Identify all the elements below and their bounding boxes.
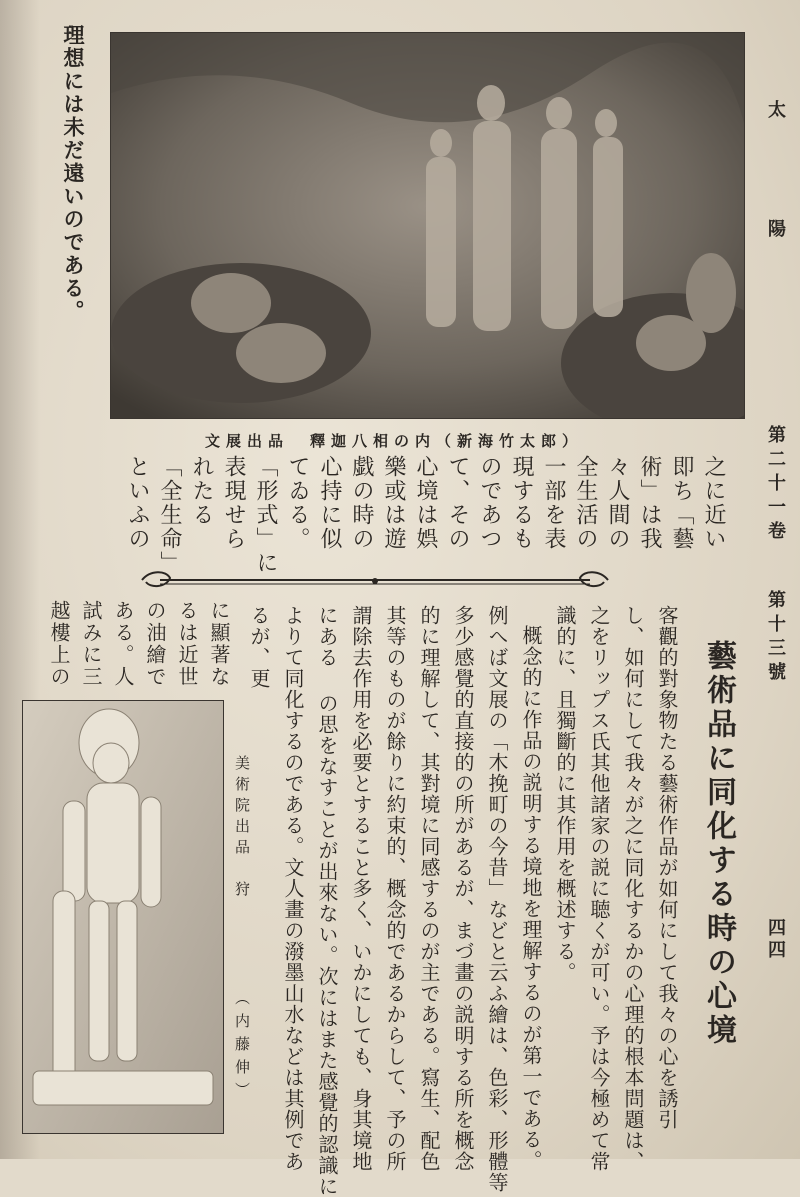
top-column: れたる [189, 455, 214, 527]
main-column: 多少感覺的直接的の所があるが、まづ畫の説明する所を概念 [451, 605, 475, 1172]
main-column: 謂除去作用を必要とすること多く、いかにしても、身其境地 [349, 605, 373, 1172]
top-column: 之に近い [701, 455, 726, 551]
statue-photo-caption-author: （内藤伸） [233, 990, 251, 1105]
relief-photo-caption: 文展出品 釋迦八相の内（新海竹太郎） [205, 432, 584, 450]
main-column: 識的に、且獨斷的に其作用を概述する。 [553, 605, 577, 983]
top-column: 現するも [509, 455, 534, 551]
section-title: 藝術品に同化する時の心境 [701, 640, 736, 1048]
bottom-column: 試みに三 [79, 600, 103, 688]
top-column: て、その [445, 455, 470, 551]
running-header-magazine: 太 陽 [765, 100, 786, 277]
top-column: 「形式」に [253, 455, 278, 575]
top-column: 全生活の [573, 455, 598, 551]
running-header-page-number: 四四 [765, 918, 786, 962]
top-column: 即ち「藝 [669, 455, 694, 551]
bottom-column: の油繪で [143, 600, 167, 688]
main-column: にある の思をなすことが出來ない。次にはまた感覺的認識に [315, 605, 339, 1197]
top-column: 樂或は遊 [381, 455, 406, 551]
top-column: 一部を表 [541, 455, 566, 551]
top-column: てゐる。 [285, 455, 310, 551]
bottom-column: ある。人 [111, 600, 135, 688]
top-column: 戯の時の [349, 455, 374, 551]
statue-photo [22, 700, 224, 1134]
main-column: 之をリップス氏其他諸家の説に聴くが可い。予は今極めて常 [587, 605, 611, 1172]
relief-sculpture-photo [110, 32, 745, 419]
main-column: 的に理解して、其對境に同感するのが主である。寫生、配色 [417, 605, 441, 1172]
top-column: 心境は娯 [413, 455, 438, 551]
main-column: 例へば文展の「木挽町の今昔」などと云ふ繪は、色彩、形體等 [485, 605, 509, 1193]
top-column: 術」は我 [637, 455, 662, 551]
ornamental-divider [140, 568, 610, 592]
main-column: し、如何にして我々が之に同化するかの心理的根本問題は、 [621, 605, 645, 1172]
main-column: よりて同化するのである。文人畫の潑墨山水などは其例であ [281, 605, 305, 1172]
top-column: 表現せら [221, 455, 246, 551]
main-column: 概念的に作品の説明する境地を理解するのが第一である。 [519, 625, 543, 1171]
top-column: 「全生命」 [157, 455, 182, 575]
bottom-column: 越樓上の [47, 600, 71, 688]
main-column: るが、更 [247, 605, 271, 689]
bottom-column: に顯著な [207, 600, 231, 688]
bottom-column: るは近世 [175, 600, 199, 688]
main-column: 其等のものが餘りに約束的、概念的であるからして、予の所 [383, 605, 407, 1172]
top-column: 心持に似 [317, 455, 342, 551]
top-column: といふの [125, 455, 150, 551]
top-column: 々人間の [605, 455, 630, 551]
running-header-volume: 第二十一卷 [765, 425, 786, 545]
main-column: 客觀的對象物たる藝術作品が如何にして我々の心を誘引 [655, 605, 679, 1130]
top-column: のであつ [477, 455, 502, 551]
running-header-issue: 第十三號 [765, 590, 786, 686]
intro-line: 理想には未だ遠いのである。 [61, 24, 86, 323]
statue-photo-caption-title: 美術院出品 狩 [233, 755, 251, 902]
